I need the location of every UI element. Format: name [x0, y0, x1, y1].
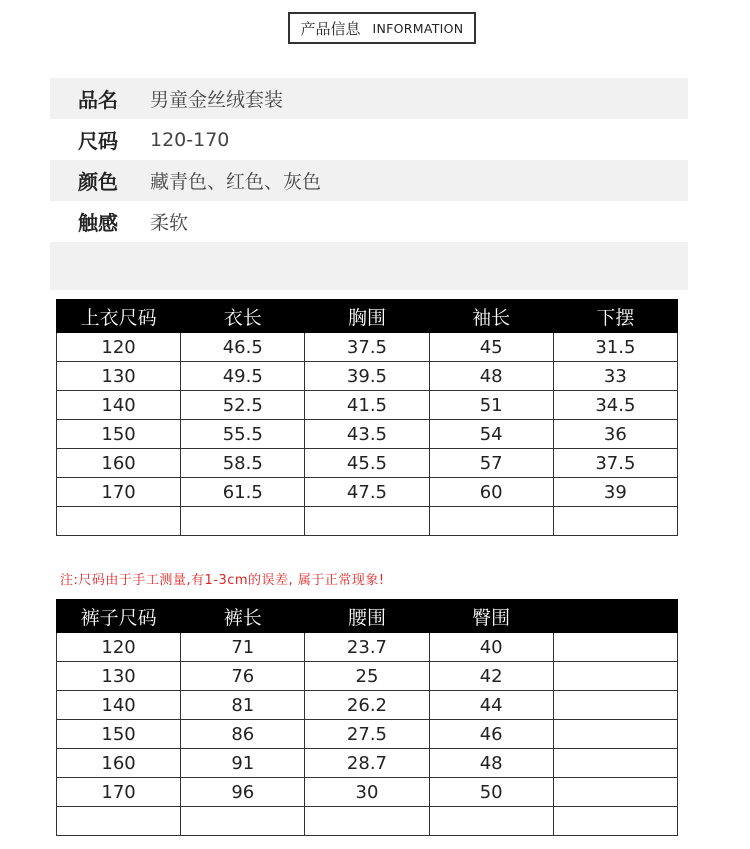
table-cell — [57, 807, 181, 836]
table-cell: 86 — [181, 720, 305, 749]
table-cell — [553, 807, 677, 836]
table-row — [57, 749, 678, 778]
table-cell: 25 — [305, 662, 429, 691]
table-cell: 47.5 — [305, 478, 429, 507]
table-cell — [429, 507, 553, 536]
table-cell — [305, 807, 429, 836]
table-cell: 30 — [305, 778, 429, 807]
table-cell: 61.5 — [181, 478, 305, 507]
table-header-cell: 上衣尺码 — [57, 300, 181, 333]
table-cell: 130 — [57, 362, 181, 391]
info-value: 120-170 — [150, 128, 230, 151]
table-cell: 54 — [429, 420, 553, 449]
table-cell: 23.7 — [305, 633, 429, 662]
info-label: 触感 — [78, 211, 118, 235]
table-header-row — [57, 600, 678, 633]
table-cell: 42 — [429, 662, 553, 691]
table-cell — [181, 807, 305, 836]
table-cell — [553, 778, 677, 807]
table-cell: 28.7 — [305, 749, 429, 778]
table-row — [57, 778, 678, 807]
table-header-cell: 袖长 — [429, 300, 553, 333]
table-header-row — [57, 300, 678, 333]
table-cell: 43.5 — [305, 420, 429, 449]
table-cell: 140 — [57, 691, 181, 720]
table-cell: 45 — [429, 333, 553, 362]
table-row — [57, 507, 678, 536]
table-cell: 36 — [553, 420, 677, 449]
table-cell: 39 — [553, 478, 677, 507]
measurement-note: 注:尺码由于手工测量,有1-3cm的误差, 属于正常现象! — [60, 573, 385, 588]
table-cell — [429, 807, 553, 836]
product-info-panel — [50, 78, 688, 290]
table-row — [57, 691, 678, 720]
table-row — [57, 478, 678, 507]
table-cell: 39.5 — [305, 362, 429, 391]
table-cell: 48 — [429, 362, 553, 391]
table-cell: 160 — [57, 749, 181, 778]
table-row — [57, 807, 678, 836]
table-cell: 170 — [57, 778, 181, 807]
table-header-cell: 裤长 — [181, 600, 305, 633]
table-header-cell — [553, 600, 677, 633]
info-panel-filler — [50, 242, 688, 290]
pants-size-table — [56, 599, 678, 836]
table-cell: 34.5 — [553, 391, 677, 420]
table-cell: 48 — [429, 749, 553, 778]
table-row — [57, 633, 678, 662]
table-cell: 130 — [57, 662, 181, 691]
info-row-name — [50, 78, 688, 119]
table-row — [57, 391, 678, 420]
table-cell: 120 — [57, 633, 181, 662]
info-label: 尺码 — [78, 129, 118, 153]
info-row-size — [50, 119, 688, 160]
table-cell — [553, 749, 677, 778]
table-row — [57, 333, 678, 362]
info-value: 柔软 — [150, 212, 189, 234]
table-cell: 27.5 — [305, 720, 429, 749]
table-cell — [553, 691, 677, 720]
table-header-cell: 臀围 — [429, 600, 553, 633]
table-header-cell: 下摆 — [553, 300, 677, 333]
table-cell — [553, 662, 677, 691]
table-cell: 71 — [181, 633, 305, 662]
table-cell — [553, 507, 677, 536]
info-value: 男童金丝绒套装 — [150, 89, 284, 111]
table-cell: 91 — [181, 749, 305, 778]
table-row — [57, 449, 678, 478]
table-cell: 31.5 — [553, 333, 677, 362]
info-row-color — [50, 160, 688, 201]
table-row — [57, 420, 678, 449]
table-cell: 76 — [181, 662, 305, 691]
section-title-box — [288, 12, 476, 44]
table-cell: 46 — [429, 720, 553, 749]
table-cell: 170 — [57, 478, 181, 507]
top-size-table — [56, 299, 678, 536]
table-cell: 50 — [429, 778, 553, 807]
section-title-cn: 产品信息 — [300, 19, 361, 38]
table-cell: 26.2 — [305, 691, 429, 720]
table-cell: 45.5 — [305, 449, 429, 478]
table-cell: 96 — [181, 778, 305, 807]
table-header-cell: 裤子尺码 — [57, 600, 181, 633]
table-header-cell: 胸围 — [305, 300, 429, 333]
table-cell: 160 — [57, 449, 181, 478]
table-cell: 150 — [57, 720, 181, 749]
table-cell: 52.5 — [181, 391, 305, 420]
table-header-cell: 腰围 — [305, 600, 429, 633]
info-row-feel — [50, 201, 688, 242]
table-cell: 60 — [429, 478, 553, 507]
table-cell: 37.5 — [305, 333, 429, 362]
table-cell — [305, 507, 429, 536]
table-cell — [181, 507, 305, 536]
table-cell: 57 — [429, 449, 553, 478]
table-cell: 120 — [57, 333, 181, 362]
table-cell: 140 — [57, 391, 181, 420]
info-label: 品名 — [78, 88, 118, 112]
table-row — [57, 362, 678, 391]
section-title-en: INFORMATION — [372, 20, 464, 36]
table-header-cell: 衣长 — [181, 300, 305, 333]
table-cell: 49.5 — [181, 362, 305, 391]
table-cell: 40 — [429, 633, 553, 662]
table-cell: 46.5 — [181, 333, 305, 362]
info-value: 藏青色、红色、灰色 — [150, 171, 322, 193]
table-row — [57, 662, 678, 691]
table-cell — [553, 633, 677, 662]
table-row — [57, 720, 678, 749]
info-label: 颜色 — [78, 170, 118, 194]
table-cell — [57, 507, 181, 536]
table-cell: 44 — [429, 691, 553, 720]
table-cell: 51 — [429, 391, 553, 420]
table-cell: 150 — [57, 420, 181, 449]
table-cell: 81 — [181, 691, 305, 720]
table-cell: 55.5 — [181, 420, 305, 449]
table-cell: 58.5 — [181, 449, 305, 478]
table-cell: 41.5 — [305, 391, 429, 420]
table-cell — [553, 720, 677, 749]
table-cell: 37.5 — [553, 449, 677, 478]
table-cell: 33 — [553, 362, 677, 391]
